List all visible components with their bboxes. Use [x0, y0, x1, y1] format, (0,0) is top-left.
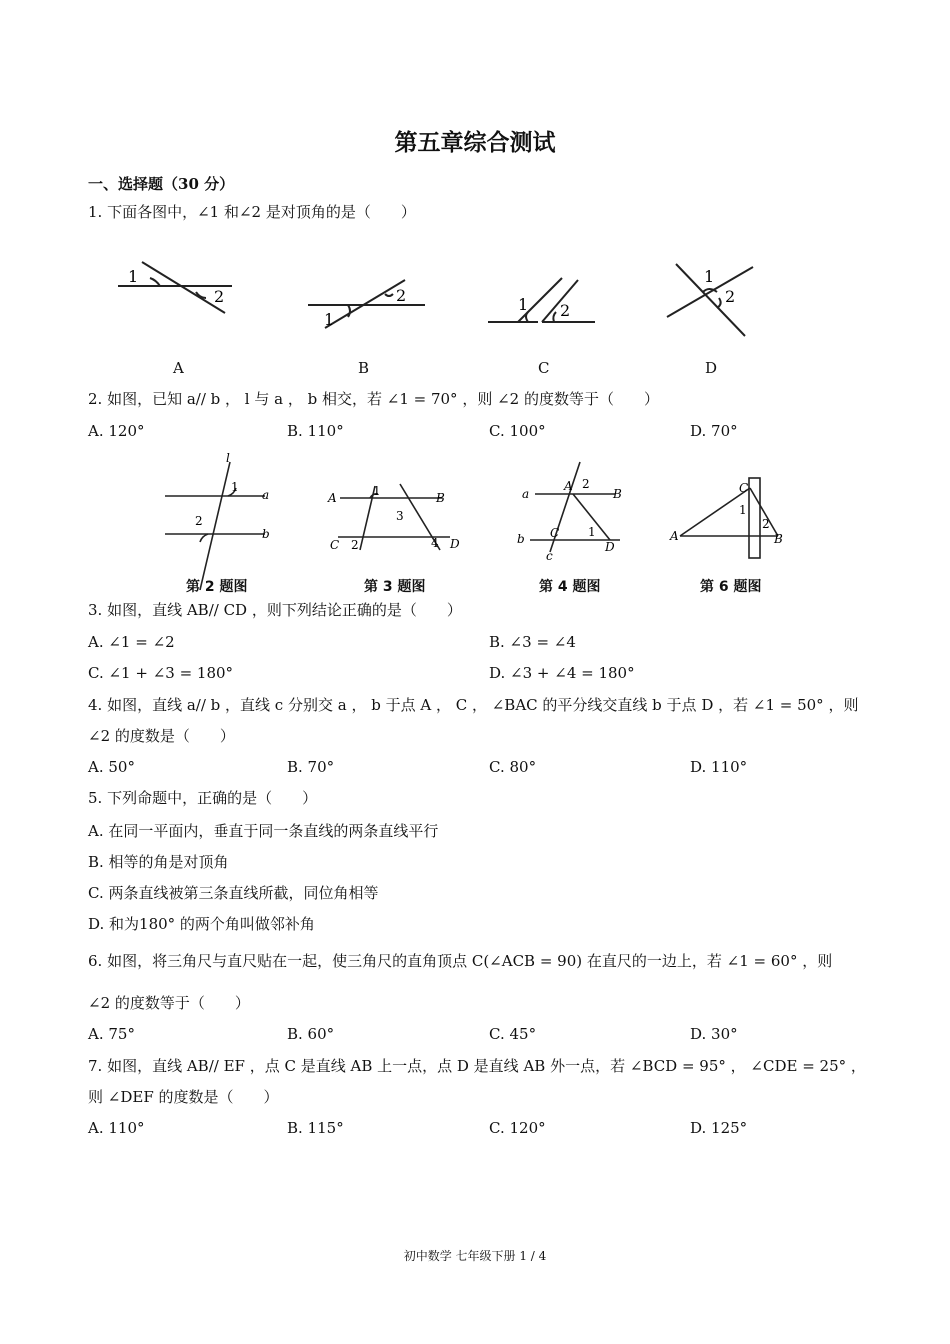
page-footer: 初中数学 七年级下册 1 / 4	[403, 1249, 547, 1263]
fig3-label-C: C	[330, 538, 340, 552]
section-heading: 一、选择题（30 分）	[88, 175, 235, 193]
q4-option-a: A. 50°	[88, 758, 135, 776]
question-4-line-1: 4. 如图，直线 a// b ，直线 c 分别交 a ， b 于点 A ， C ， ∠BAC 的平分线交直线 b 于点 D ，若 ∠1 = 50° ，则	[88, 696, 859, 714]
question-6-line-2: ∠2 的度数等于（ ）	[88, 994, 250, 1012]
q1-c-label-2: 2	[560, 301, 571, 320]
q1-d-label-1: 1	[704, 267, 715, 286]
q3-option-a: A. ∠1 = ∠2	[88, 633, 175, 651]
fig6-label-B: B	[774, 532, 783, 546]
fig6-label-A: A	[670, 529, 679, 543]
q2-option-b: B. 110°	[287, 422, 344, 440]
fig4-label-C: C	[550, 526, 560, 540]
fig2-caption: 第 2 题图	[186, 579, 248, 595]
q7-option-c: C. 120°	[489, 1119, 546, 1137]
q6-option-d: D. 30°	[690, 1025, 738, 1043]
q4-option-c: C. 80°	[489, 758, 537, 776]
q1-d-label-2: 2	[725, 287, 736, 306]
q6-option-c: C. 45°	[489, 1025, 537, 1043]
q6-option-a: A. 75°	[88, 1025, 135, 1043]
fig3-caption: 第 3 题图	[364, 579, 426, 595]
fig4-label-1: 1	[588, 525, 596, 539]
figure-4	[530, 462, 620, 552]
fig3-label-3: 3	[396, 509, 404, 523]
q1-label-d: D	[705, 359, 718, 377]
fig6-caption: 第 6 题图	[700, 579, 762, 595]
q1-label-a: A	[173, 359, 184, 377]
fig4-caption: 第 4 题图	[539, 579, 601, 595]
fig3-label-B: B	[436, 491, 445, 505]
question-5: 5. 下列命题中，正确的是（ ）	[88, 789, 318, 807]
q1-a-label-2: 2	[214, 287, 225, 306]
question-2: 2. 如图，已知 a// b ， l 与 a ， b 相交，若 ∠1 = 70° ，则 ∠2 的度数等于（ ）	[88, 390, 659, 408]
q2-option-a: A. 120°	[88, 422, 145, 440]
q2-option-c: C. 100°	[489, 422, 546, 440]
fig6-label-2: 2	[762, 517, 770, 531]
q3-option-d: D. ∠3 + ∠4 = 180°	[489, 664, 635, 682]
question-6-line-1: 6. 如图，将三角尺与直尺贴在一起，使三角尺的直角顶点 C(∠ACB = 90) 在直尺的一边上，若 ∠1 = 60° ，则	[88, 952, 833, 970]
q1-figures	[100, 250, 780, 345]
fig3-label-D: D	[450, 537, 460, 551]
fig3-label-4: 4	[431, 536, 439, 550]
q1-label-b: B	[358, 359, 370, 377]
figure-2	[165, 462, 265, 590]
fig2-label-a: a	[262, 488, 270, 502]
fig3-label-1: 1	[373, 484, 381, 498]
q1-a-label-1: 1	[128, 267, 139, 286]
page-title: 第五章综合测试	[394, 129, 556, 156]
fig2-label-b: b	[262, 527, 270, 541]
q7-option-b: B. 115°	[287, 1119, 344, 1137]
question-4-line-2: ∠2 的度数是（ ）	[88, 727, 235, 745]
fig4-label-A: A	[564, 479, 573, 493]
q1-b-label-1: 1	[324, 310, 335, 329]
fig6-label-C: C	[739, 481, 749, 495]
question-3: 3. 如图，直线 AB// CD ，则下列结论正确的是（ ）	[88, 601, 462, 619]
fig2-label-2: 2	[195, 514, 203, 528]
question-1: 1. 下面各图中，∠1 和∠2 是对顶角的是（ ）	[88, 203, 416, 221]
q5-option-c: C. 两条直线被第三条直线所截，同位角相等	[88, 884, 379, 902]
question-7-line-1: 7. 如图，直线 AB// EF ，点 C 是直线 AB 上一点，点 D 是直线 AB 外一点，若 ∠BCD = 95° ， ∠CDE = 25° ，	[88, 1057, 866, 1075]
q1-figure-c	[488, 278, 595, 322]
q2-option-d: D. 70°	[690, 422, 738, 440]
fig6-label-1: 1	[739, 503, 747, 517]
question-7-line-2: 则 ∠DEF 的度数是（ ）	[88, 1088, 279, 1106]
fig3-label-2: 2	[351, 538, 359, 552]
fig2-label-l: l	[226, 451, 230, 465]
q3-option-c: C. ∠1 + ∠3 = 180°	[88, 664, 234, 682]
fig4-label-B: B	[613, 487, 622, 501]
fig4-label-a: a	[522, 487, 530, 501]
q4-option-b: B. 70°	[287, 758, 335, 776]
fig2-label-1: 1	[231, 480, 239, 494]
q1-c-label-1: 1	[518, 295, 529, 314]
q5-option-a: A. 在同一平面内，垂直于同一条直线的两条直线平行	[88, 822, 439, 840]
q5-option-d: D. 和为180° 的两个角叫做邻补角	[88, 915, 315, 933]
q7-option-a: A. 110°	[88, 1119, 145, 1137]
fig4-label-c: c	[546, 549, 553, 563]
q3-option-b: B. ∠3 = ∠4	[489, 633, 576, 651]
q1-b-label-2: 2	[396, 286, 407, 305]
q7-option-d: D. 125°	[690, 1119, 748, 1137]
fig4-label-b: b	[517, 532, 525, 546]
q5-option-b: B. 相等的角是对顶角	[88, 853, 229, 871]
fig4-label-D: D	[605, 540, 615, 554]
fig4-label-2: 2	[582, 477, 590, 491]
fig3-label-A: A	[328, 491, 337, 505]
q4-option-d: D. 110°	[690, 758, 748, 776]
q1-label-c: C	[538, 359, 550, 377]
q6-option-b: B. 60°	[287, 1025, 335, 1043]
